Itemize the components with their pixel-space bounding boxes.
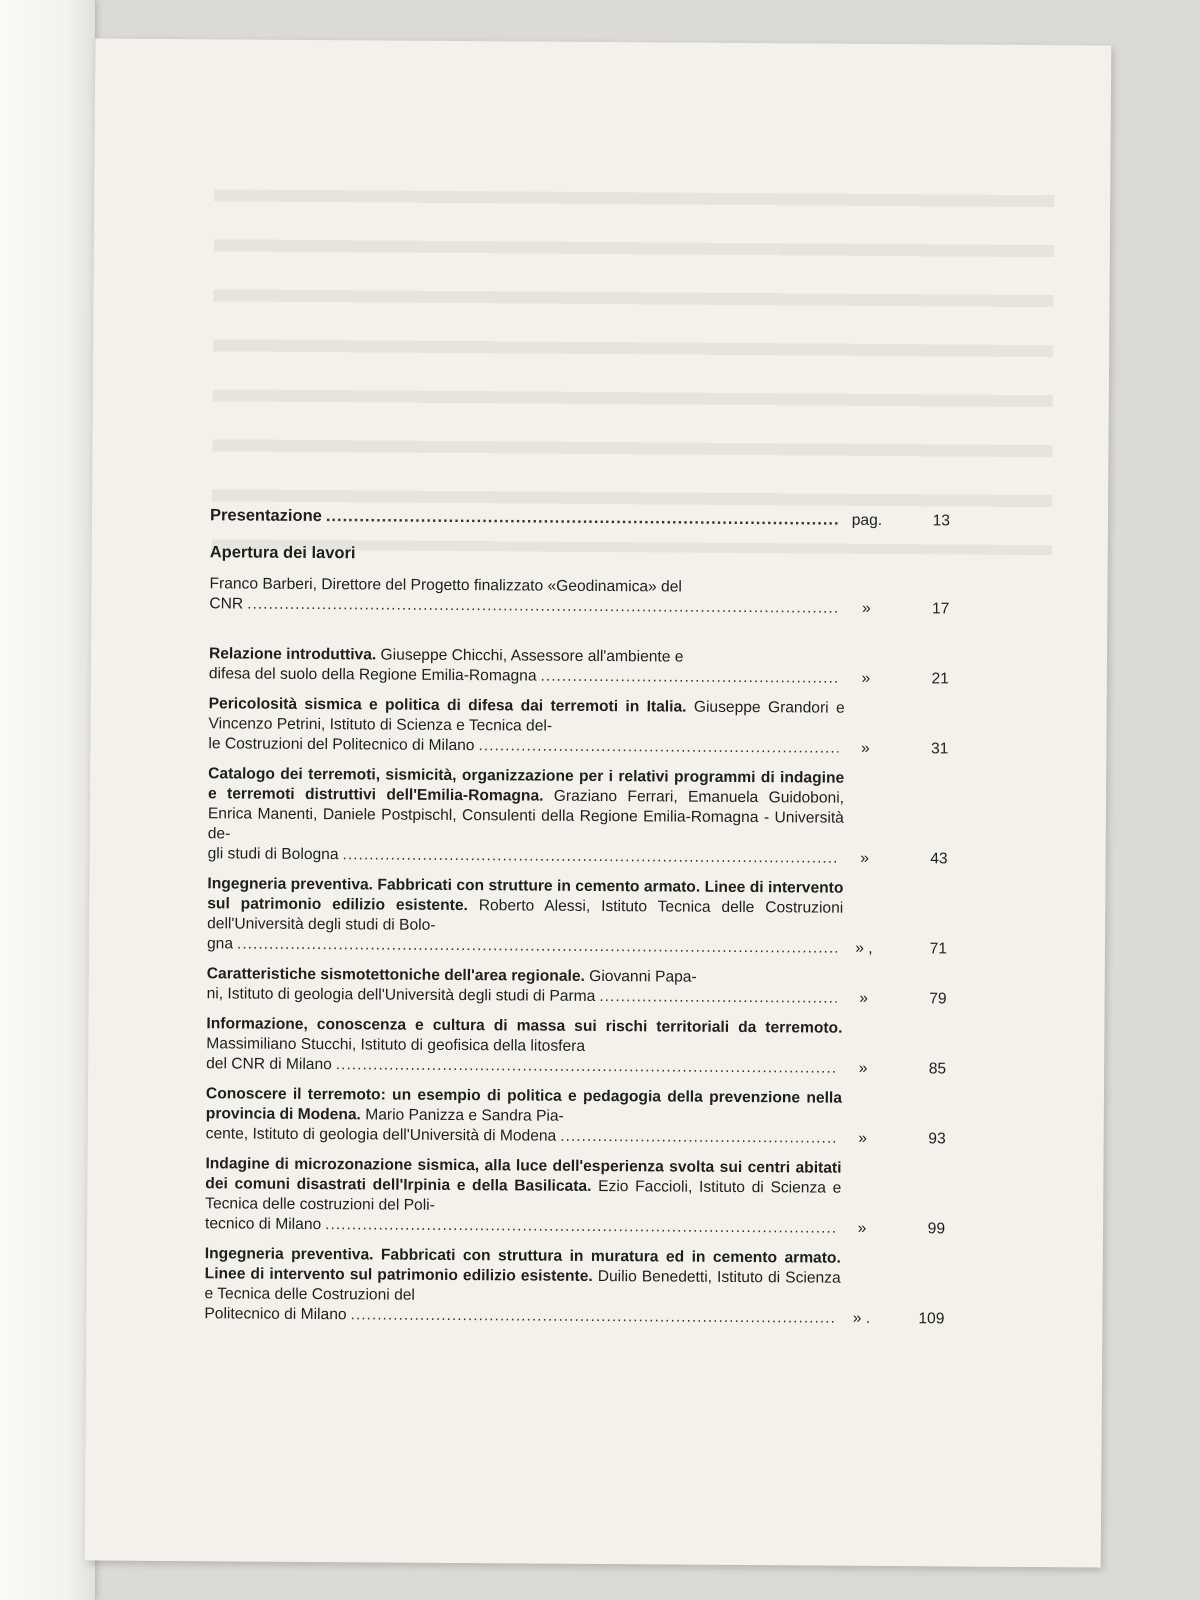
toc-row bbox=[207, 984, 947, 1009]
page-number: 109 bbox=[918, 1310, 945, 1328]
entry-title: Catalogo dei terremoti, sismicità, organizzazione per i relativi programmi di indagine e terremoti distruttivi dell'Emilia-Romagna. bbox=[207, 765, 845, 805]
entry-text bbox=[206, 1084, 842, 1128]
entry-text bbox=[205, 1154, 841, 1218]
entry-authors: Duilio Benedetti, Istituto di Scienza e Tecnica delle Costruzioni del bbox=[204, 1267, 841, 1304]
entry-authors: Graziano Ferrari, Emanuela Guidoboni, Enrica Manenti, Daniele Postpischl, Consulenti della Regione Emilia-Romagna - Università de- bbox=[207, 787, 845, 843]
dot-leader bbox=[342, 845, 837, 868]
entry-authors: Ezio Faccioli, Istituto di Scienza e Tecnica delle costruzioni del Poli- bbox=[205, 1177, 842, 1214]
entry-last-line: difesa del suolo della Regione Emilia-Romagna bbox=[208, 665, 537, 685]
toc-presentazione bbox=[210, 505, 950, 531]
entry-authors: Franco Barberi, Direttore del Progetto finalizzato «Geodinamica» del bbox=[209, 575, 682, 596]
entry-title: Ingegneria preventiva. Fabbricati con struttura in muratura ed in cemento armato. Linee di intervento sul patrimonio edilizio esistente. bbox=[204, 1245, 841, 1285]
toc-entry bbox=[208, 764, 949, 869]
entry-authors: Massimiliano Stucchi, Istituto di geofisica della litosfera bbox=[206, 1035, 586, 1055]
page-number: 99 bbox=[927, 1220, 946, 1238]
dot-leader bbox=[326, 506, 840, 530]
dot-leader bbox=[325, 1215, 835, 1239]
ditto-mark: » bbox=[859, 989, 869, 1007]
ditto-mark: » bbox=[857, 1219, 867, 1237]
entry-title: Indagine di microzonazione sismica, alla luce dell'esperienza svolta sui centri abitati dei comuni disastrati dell'Irpinia e della Basilicata. bbox=[205, 1155, 842, 1195]
toc-entry bbox=[208, 694, 948, 759]
entry-text bbox=[208, 764, 845, 848]
entry-text bbox=[206, 1014, 842, 1058]
dot-leader bbox=[560, 1127, 836, 1149]
page-number: 79 bbox=[929, 990, 947, 1008]
table-of-contents bbox=[204, 505, 950, 1339]
entry-last-line: CNR bbox=[209, 595, 244, 613]
entry-last-line: gna bbox=[206, 935, 234, 953]
left-page-edge bbox=[0, 0, 95, 1600]
entry-text bbox=[208, 694, 844, 738]
page-number: 93 bbox=[928, 1130, 946, 1148]
entry-title: Pericolosità sismica e politica di difesa dai terremoti in Italia. bbox=[208, 695, 687, 716]
page-number: 13 bbox=[932, 512, 951, 530]
entry-title: Ingegneria preventiva. Fabbricati con strutture in cemento armato. Linee di intervento sul patrimonio edilizio esistente. bbox=[207, 875, 844, 915]
toc-row bbox=[209, 594, 949, 619]
entry-last-line: tecnico di Milano bbox=[204, 1215, 322, 1234]
toc-entry bbox=[204, 1244, 945, 1329]
toc-row bbox=[209, 664, 949, 689]
ditto-mark: » bbox=[858, 1059, 868, 1077]
entry-text bbox=[204, 1244, 840, 1308]
entry-last-line: cente, Istituto di geologia dell'Università di Modena bbox=[205, 1125, 557, 1145]
toc-row bbox=[206, 1124, 946, 1149]
ditto-mark: » bbox=[860, 849, 870, 867]
ditto-mark: » bbox=[860, 739, 870, 757]
dot-leader bbox=[247, 595, 839, 619]
toc-row bbox=[207, 934, 947, 959]
ditto-mark: » bbox=[861, 599, 871, 617]
show-through-text bbox=[209, 189, 1054, 555]
book-page bbox=[85, 38, 1112, 1567]
entry-last-line: Politecnico di Milano bbox=[204, 1305, 347, 1324]
toc-entries bbox=[204, 574, 949, 1329]
section-heading: Apertura dei lavori bbox=[209, 543, 356, 563]
ditto-mark: » bbox=[858, 1129, 868, 1147]
toc-entry bbox=[209, 644, 949, 689]
entry-title: Informazione, conoscenza e cultura di massa sui rischi territoriali da terremoto. bbox=[206, 1015, 843, 1037]
toc-entry bbox=[207, 964, 947, 1009]
ditto-mark: » . bbox=[852, 1309, 871, 1327]
page-number: 85 bbox=[928, 1060, 947, 1078]
dot-leader bbox=[351, 1305, 835, 1328]
entry-last-line: gli studi di Bologna bbox=[207, 845, 339, 864]
dot-leader bbox=[540, 667, 838, 689]
dot-leader bbox=[599, 987, 836, 1009]
entry-title: Conoscere il terremoto: un esempio di politica e pedagogia della prevenzione nella provincia di Modena. bbox=[205, 1085, 843, 1124]
toc-entry bbox=[207, 874, 948, 959]
page-number: 31 bbox=[930, 740, 949, 758]
toc-row bbox=[205, 1214, 945, 1239]
entry-last-line: del CNR di Milano bbox=[206, 1055, 332, 1074]
entry-authors: Giuseppe Chicchi, Assessore all'ambiente e bbox=[376, 646, 684, 666]
toc-row bbox=[208, 734, 948, 759]
entry-authors: Giuseppe Grandori e Vincenzo Petrini, Istituto di Scienza e Tecnica del- bbox=[208, 698, 845, 735]
entry-last-line: ni, Istituto di geologia dell'Università degli studi di Parma bbox=[206, 985, 596, 1005]
dot-leader bbox=[237, 934, 837, 958]
entry-last-line: le Costruzioni del Politecnico di Milano bbox=[208, 735, 475, 755]
entry-text bbox=[207, 874, 843, 938]
entry-title: Caratteristiche sismotettoniche dell'area regionale. bbox=[206, 965, 585, 985]
page-number: 17 bbox=[931, 600, 950, 618]
toc-row bbox=[206, 1054, 946, 1079]
entry-authors: Roberto Alessi, Istituto Tecnica delle Costruzioni dell'Università degli studi di Bolo- bbox=[207, 897, 844, 934]
page-label: pag. bbox=[851, 511, 883, 529]
dot-leader bbox=[478, 736, 838, 759]
toc-row bbox=[210, 505, 950, 531]
entry-authors: Mario Panizza e Sandra Pia- bbox=[360, 1106, 564, 1125]
toc-row bbox=[208, 844, 948, 869]
page-number: 21 bbox=[931, 670, 949, 688]
toc-title: Presentazione bbox=[209, 506, 322, 526]
page-number: 71 bbox=[929, 940, 948, 958]
dot-leader bbox=[336, 1055, 836, 1078]
ditto-mark: » , bbox=[855, 939, 873, 957]
toc-entry bbox=[206, 1084, 946, 1149]
ditto-mark: » bbox=[861, 669, 871, 687]
toc-entry bbox=[206, 1014, 946, 1079]
toc-entry bbox=[205, 1154, 946, 1239]
page-number: 43 bbox=[930, 850, 948, 868]
entry-title: Relazione introduttiva. bbox=[208, 645, 377, 664]
toc-row bbox=[204, 1304, 944, 1329]
entry-authors: Giovanni Papa- bbox=[584, 967, 697, 986]
toc-entry bbox=[209, 574, 949, 619]
